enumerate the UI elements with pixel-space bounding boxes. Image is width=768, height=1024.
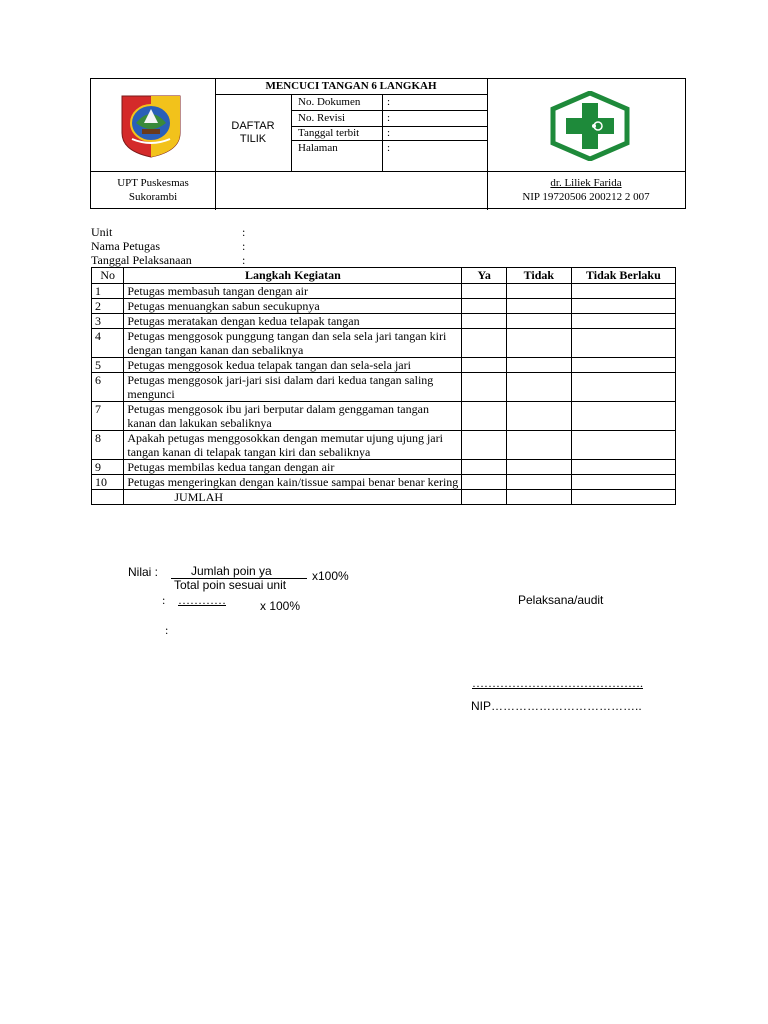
- col-header-no: No: [92, 268, 124, 284]
- check-no-cell[interactable]: [506, 431, 571, 460]
- row-number: 1: [92, 284, 124, 299]
- field-value-unit: :: [242, 225, 246, 239]
- row-activity: Apakah petugas menggosokkan dengan memutar ujung ujung jari tangan kanan di telapak tangan kiri dan sebaliknya: [124, 431, 462, 460]
- field-value-officer-name: :: [242, 239, 246, 253]
- check-yes-cell[interactable]: [462, 402, 507, 431]
- check-na-cell[interactable]: [571, 402, 675, 431]
- check-na-cell[interactable]: [571, 299, 675, 314]
- score-multiplier: x100%: [312, 569, 349, 583]
- row-activity: Petugas membasuh tangan dengan air: [124, 284, 462, 299]
- table-row: [92, 299, 676, 314]
- check-na-cell[interactable]: [571, 358, 675, 373]
- meta-label-revision: No. Revisi: [298, 112, 346, 124]
- meta-value-doc-number: :: [387, 96, 391, 108]
- field-label-officer-name: Nama Petugas: [91, 239, 160, 253]
- total-row: [92, 490, 676, 505]
- org-name-line1: UPT Puskesmas: [117, 177, 189, 189]
- row-number: 3: [92, 314, 124, 329]
- regency-emblem-icon: [118, 93, 184, 159]
- table-row: [92, 358, 676, 373]
- meta-label-issue-date: Tanggal terbit: [298, 127, 360, 139]
- check-no-cell[interactable]: [506, 460, 571, 475]
- check-yes-cell[interactable]: [462, 314, 507, 329]
- check-na-cell[interactable]: [571, 460, 675, 475]
- signer-name: dr. Liliek Farida: [550, 177, 622, 189]
- check-no-cell[interactable]: [506, 329, 571, 358]
- row-activity: Petugas menuangkan sabun secukupnya: [124, 299, 462, 314]
- divider: [291, 94, 292, 171]
- check-no-cell[interactable]: [506, 475, 571, 490]
- row-number: 5: [92, 358, 124, 373]
- score-denominator: Total poin sesuai unit: [174, 578, 287, 592]
- total-yes-cell[interactable]: [462, 490, 507, 505]
- row-number: 8: [92, 431, 124, 460]
- meta-value-revision: :: [387, 112, 391, 124]
- row-activity: Petugas menggosok ibu jari berputar dalam genggaman tangan kanan dan lakukan sebaliknya: [124, 402, 462, 431]
- row-number: 6: [92, 373, 124, 402]
- total-label: JUMLAH: [124, 490, 462, 505]
- total-empty-cell: [92, 490, 124, 505]
- meta-value-page: :: [387, 142, 391, 154]
- divider: [215, 94, 487, 95]
- col-header-activity: Langkah Kegiatan: [124, 268, 462, 284]
- document-header: [90, 78, 686, 209]
- check-no-cell[interactable]: [506, 284, 571, 299]
- table-row: [92, 402, 676, 431]
- signature-nip: NIP………………………………..: [471, 699, 642, 713]
- col-header-yes: Ya: [462, 268, 507, 284]
- check-yes-cell[interactable]: [462, 475, 507, 490]
- table-row: [92, 373, 676, 402]
- col-header-not-applicable: Tidak Berlaku: [571, 268, 675, 284]
- check-no-cell[interactable]: [506, 358, 571, 373]
- check-na-cell[interactable]: [571, 373, 675, 402]
- check-yes-cell[interactable]: [462, 299, 507, 314]
- row-activity: Petugas meratakan dengan kedua telapak tangan: [124, 314, 462, 329]
- document-title: MENCUCI TANGAN 6 LANGKAH: [265, 80, 437, 92]
- total-na-cell[interactable]: [571, 490, 675, 505]
- score-line2-multiplier: x 100%: [260, 599, 301, 613]
- check-yes-cell[interactable]: [462, 460, 507, 475]
- table-header-row: [92, 268, 676, 284]
- meta-label-page: Halaman: [298, 142, 338, 154]
- row-number: 2: [92, 299, 124, 314]
- table-row: [92, 329, 676, 358]
- score-numerator: Jumlah poin ya: [191, 564, 272, 578]
- check-yes-cell[interactable]: [462, 284, 507, 299]
- check-yes-cell[interactable]: [462, 431, 507, 460]
- check-na-cell[interactable]: [571, 475, 675, 490]
- field-label-date: Tanggal Pelaksanaan: [91, 253, 192, 267]
- divider: [382, 94, 383, 171]
- table-row: [92, 284, 676, 299]
- health-ministry-logo-icon: [549, 91, 631, 161]
- score-label: Nilai :: [128, 565, 159, 579]
- check-na-cell[interactable]: [571, 431, 675, 460]
- score-line2-dots: …………: [178, 593, 226, 607]
- meta-value-issue-date: :: [387, 127, 391, 139]
- row-activity: Petugas menggosok punggung tangan dan sela sela jari tangan kiri dengan tangan kanan dan sebaliknya: [124, 329, 462, 358]
- field-label-unit: Unit: [91, 225, 113, 239]
- divider: [291, 110, 487, 111]
- row-number: 10: [92, 475, 124, 490]
- org-name-line2: Sukorambi: [128, 191, 178, 203]
- table-row: [92, 431, 676, 460]
- row-activity: Petugas menggosok jari-jari sisi dalam dari kedua tangan saling mengunci: [124, 373, 462, 402]
- table-row: [92, 475, 676, 490]
- check-na-cell[interactable]: [571, 314, 675, 329]
- check-yes-cell[interactable]: [462, 329, 507, 358]
- row-number: 7: [92, 402, 124, 431]
- score-line2-colon: :: [162, 593, 166, 607]
- signer-nip: NIP 19720506 200212 2 007: [522, 191, 650, 203]
- checklist-table: [91, 267, 676, 505]
- row-number: 9: [92, 460, 124, 475]
- row-activity: Petugas membilas kedua tangan dengan air: [124, 460, 462, 475]
- check-yes-cell[interactable]: [462, 373, 507, 402]
- row-number: 4: [92, 329, 124, 358]
- check-no-cell[interactable]: [506, 402, 571, 431]
- check-yes-cell[interactable]: [462, 358, 507, 373]
- check-no-cell[interactable]: [506, 373, 571, 402]
- doc-type-line2: TILIK: [239, 133, 267, 145]
- table-row: [92, 460, 676, 475]
- score-line3-colon: :: [165, 623, 169, 637]
- row-activity: Petugas menggosok kedua telapak tangan dan sela-sela jari: [124, 358, 462, 373]
- divider: [291, 140, 487, 141]
- signature-role: Pelaksana/audit: [518, 593, 604, 607]
- col-header-no-answer: Tidak: [506, 268, 571, 284]
- check-no-cell[interactable]: [506, 299, 571, 314]
- check-no-cell[interactable]: [506, 314, 571, 329]
- total-no-cell[interactable]: [506, 490, 571, 505]
- table-row: [92, 314, 676, 329]
- signature-name-line: …………………………………….: [472, 676, 643, 690]
- row-activity: Petugas mengeringkan dengan kain/tissue sampai benar benar kering: [124, 475, 462, 490]
- divider: [91, 171, 685, 172]
- check-na-cell[interactable]: [571, 329, 675, 358]
- doc-type-line1: DAFTAR: [231, 120, 275, 132]
- check-na-cell[interactable]: [571, 284, 675, 299]
- meta-label-doc-number: No. Dokumen: [298, 96, 361, 108]
- field-value-date: :: [242, 253, 246, 267]
